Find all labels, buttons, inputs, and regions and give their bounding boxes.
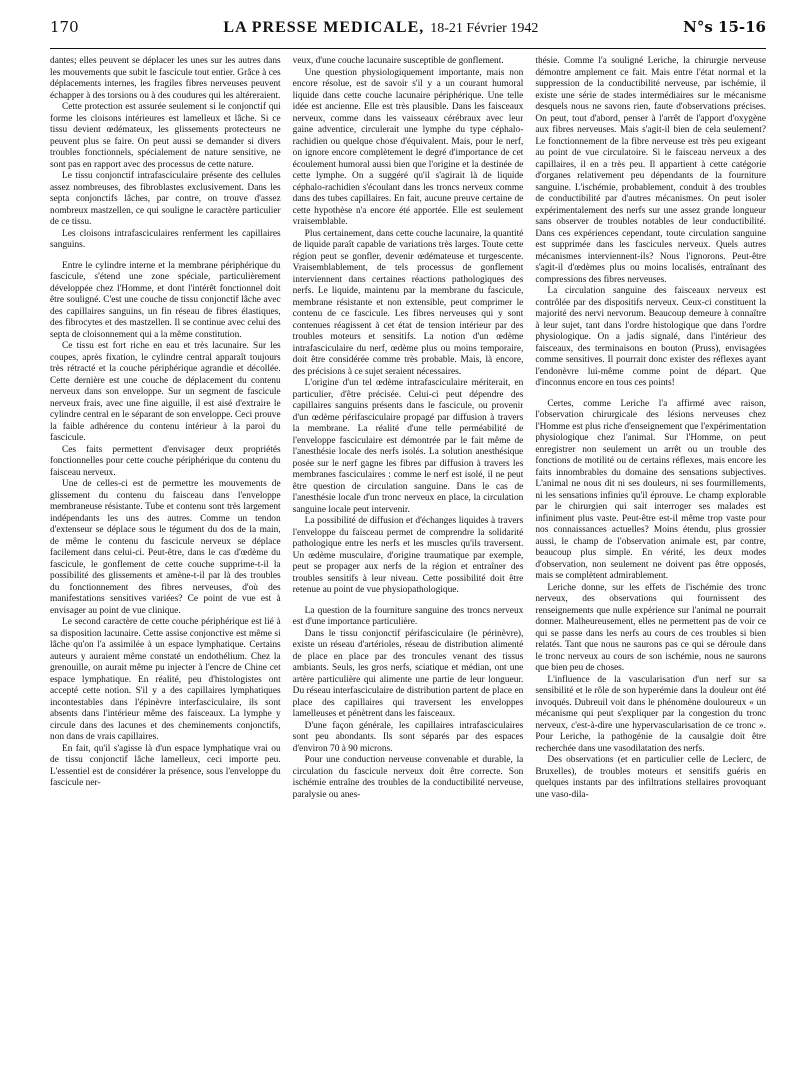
paragraph: Entre le cylindre interne et la membrane périphérique du fascicule, s'étend une zone spéciale, particulièrement développée chez l'Homme, et dont l'intérêt fonctionnel doit être souligné. C'est une couche de tissu conjonctif lâche avec des capillaires sanguins, un fin réseau de fibres élastiques, des fibrocytes et des mastzellen. Il se continue avec celui des septa de cloisonnement qui a la même constitution.: [50, 260, 281, 340]
issue-date: 18-21 Février 1942: [430, 21, 539, 36]
paragraph: veux, d'une couche lacunaire susceptible de gonflement.: [292, 56, 504, 66]
paragraph: thésie. Comme l'a souligné Leriche, la chirurgie nerveuse démontre amplement ce fait. Mais entre l'état normal et la suppression de la conductibilité nerveuse, par ischémie, il existe une série de stades intermédiaires sur le mécanisme desquels nous ne savons rien, faute d'observations précises. On peut, tout d'abord, penser à l'arrêt de l'apport d'oxygène aux fibres nerveuses. Mais s'agit-il bien de cela seulement? Le fonctionnement de la fibre nerveuse est très peu exigeant au point de vue circulatoire. Si le faisceau nerveux a des capillaires, il en a très peu. Il appartient à cette catégorie d'organes relativement peu dépendants de la fourniture sanguine. L'ischémie, probablement, conduit à des troubles de conductibilité par d'autres mécanismes. On peut isoler expérimentalement des nerfs sur une assez grande longueur sans observer de troubles notables de leur conductibilité. Dans ces expériences cependant, toute circulation sanguine est supprimée dans les fascicules nerveux. Quels autres mécanismes interviennent-ils? Nous l'ignorons. Peut-être s'agit-il d'œdèmes plus ou moins localisés, entraînant des compressions des fibres nerveuses.: [535, 56, 767, 285]
paragraph: Cette protection est assurée seulement si le conjonctif qui forme les cloisons intérieures est lamelleux et lâche. Si ce tissu devient œdémateux, les glissements protecteurs ne peuvent plus se faire. On peut aussi se demander si divers troubles fonctionnels, spécialement de nature sensitive, ne sont pas en rapport avec des processus de cette nature.: [50, 102, 281, 170]
paragraph: L'influence de la vascularisation d'un nerf sur sa sensibilité et le rôle de son hyperémie dans la douleur ont été invoqués. Dubreuil voit dans le phénomène douloureux « un mécanisme qui peut s'expliquer par la congestion du tronc nerveux, c'est-à-dire une hypervascularisation de ce tronc ». Pour Leriche, la pathogénie de la causalgie doit être recherchée dans une vasodilatation des nerfs.: [535, 674, 767, 754]
paragraph: Certes, comme Leriche l'a affirmé avec raison, l'observation chirurgicale des lésions nerveuses chez l'Homme est plus riche d'enseignement que l'expérimentation physiologique chez l'animal. Sur l'Homme, on peut enregistrer non seulement un arrêt ou un trouble des fonctions de motilité ou de certains réflexes, mais encore les faits innombrables du domaine des sensations subjectives. L'animal ne nous dit ni ses douleurs, ni ses fourmillements, ni les sensations infinies qu'il éprouve. Le champ explorable par le chirurgien qui sait interroger ses malades est infiniment plus vaste. Peut-être est-il même trop vaste pour nos connaissances actuelles? Moins étendu, plus grossier aussi, le champ de l'observation animale est, par contre, beaucoup plus simple. En vérité, les deux modes d'observation, non seulement ne doivent pas être opposés, mais se complètent admirablement.: [535, 398, 767, 581]
paragraph: Des observations (et en particulier celle de Leclerc, de Bruxelles), de troubles moteurs et sensitifs guéris en quelques instants par des infiltrations stellaires provoquant une vaso-dila-: [535, 755, 767, 800]
paragraph: Dans le tissu conjonctif périfasciculaire (le périnèvre), existe un réseau d'artérioles, réseau de distribution alimenté de place en place par des troncules venant des tissus ambiants. Seuls, les gros nerfs, sciatique et médian, ont une artère particulière qui alimente une partie de leur longueur. Du réseau interfasciculaire de distribution partent de place en place des capillaires qui traversent les enveloppes lamelleuses et pénètrent dans les faisceaux.: [292, 628, 524, 719]
journal-name: LA PRESSE MEDICALE,: [223, 19, 425, 36]
paragraph: dantes; elles peuvent se déplacer les unes sur les autres dans les mouvements que subit le fascicule tout entier. Grâce à ces déplacements internes, les fragiles fibres nerveuses peuvent échapper à des torsions ou à des coudures qui les altéreraient.: [50, 56, 281, 101]
paragraph: Le tissu conjonctif intrafasciculaire présente des cellules assez nombreuses, des fibroblastes exclusivement. Dans les septa conjonctifs lâches, par contre, on trouve d'assez nombreux mastzellen, ce qui souligne le caractère particulier de ce tissu.: [50, 171, 281, 227]
page-number: 170: [50, 18, 79, 36]
paragraph: Ce tissu est fort riche en eau et très lacunaire. Sur les coupes, après fixation, le cylindre central apparaît toujours très rétracté et la couche périphérique agrandie et décollée. Cette dernière est une couche de déplacement du contenu nerveux dans son enveloppe. Sur un segment de fascicule nerveux frais, avec une fine aiguille, il est aisé d'extraire le cylindre central en le séparant de son enveloppe. Ceci prouve la faible adhérence du contenu intérieur à la paroi du fascicule.: [50, 341, 281, 443]
paragraph: Plus certainement, dans cette couche lacunaire, la quantité de liquide paraît capable de variations très larges. Toute cette région peut se gonfler, devenir œdémateuse et turgescente. Vraisemblablement, de tels processus de gonflement interviennent dans certaines réactions pathologiques des nerfs. Le liquide, maintenu par la membrane du fascicule, membrane résistante et non extensible, peut comprimer le contenu de ce fascicule. Les fibres nerveuses qui y sont contenues réagissent à cet état de tension intérieur par des troubles moteurs et sensitifs. La notion d'un œdème intrafasciculaire du nerf, œdème plus ou moins temporaire, doit être considérée comme très probable. Mais, là encore, des précisions à ce sujet seraient nécessaires.: [292, 228, 524, 377]
paragraph: D'une façon générale, les capillaires intrafasciculaires sont peu abondants. Ils sont séparés par des espaces d'environ 70 à 90 microns.: [292, 720, 524, 754]
paragraph: L'origine d'un tel œdème intrafasciculaire mériterait, en particulier, d'être précisée. Celui-ci peut dépendre des capillaires sanguins présents dans le fascicule, ou provenir d'un œdème périfasciculaire propagé par diffusion à travers la membrane. La réalité d'une telle perméabilité de l'enveloppe fasciculaire est démontrée par le fait même de l'anesthésie locale des nerfs isolés. La solution anesthésique posée sur le nerf gagne les fibres par diffusion à travers les membranes fasciculaires : comme le nerf est isolé, il ne peut être question de circulation sanguine. Dans le cas de l'anesthésie locale d'un tronc nerveux en place, la circulation sanguine locale peut intervenir.: [292, 378, 524, 515]
paragraph: Le second caractère de cette couche périphérique est lié à sa disposition lacunaire. Cette assise conjonctive est même si lâche qu'on l'a assimilée à un espace lymphatique. Certains auteurs y auraient même constaté un endothélium. Chez la grenouille, on aurait même pu injecter à l'encre de Chine cet espace lymphatique. En réalité, peu d'histologistes ont accepté cette notion. S'il y a des capillaires lymphatiques incontestables dans l'épinèvre interfasciculaire, ils sont absents dans l'intérieur même des faisceaux. La lymphe y circule dans des lacunes et des cheminements conjonctifs, non dans de vrais capillaires.: [50, 617, 281, 742]
paragraph: La circulation sanguine des faisceaux nerveux est contrôlée par des dispositifs nerveux. Ceux-ci constituent la majorité des nervi nervorum. Beaucoup demeure à connaître à leur sujet, tant dans l'ordre histologique que dans l'ordre physiologique. On a jadis signalé, dans l'intérieur des faisceaux, des terminaisons en bouton (Pruss), envisagées comme sensitives. Il pourrait donc exister des réflexes ayant l'endonèvre lui-même comme point de départ. Que d'inconnus encore en tous ces points!: [535, 286, 767, 388]
paragraph: Les cloisons intrafasciculaires renferment les capillaires sanguins.: [50, 228, 281, 250]
paragraph: Ces faits permettent d'envisager deux propriétés fonctionnelles pour cette couche périphérique du contenu du faisceau nerveux.: [50, 444, 281, 478]
column-1: [50, 56, 281, 1076]
paragraph: Une question physiologiquement importante, mais non encore résolue, est de savoir s'il y a un courant humoral liquide dans cette couche lacunaire périphérique. Une telle idée est ancienne. Elle est très plausible. Dans les faisceaux nerveux, comme dans les vaisseaux cérébraux avec leur gaine adventice, circulerait une lymphe du type céphalo-rachidien ou quelque chose d'équivalent. Mais, pour le nerf, on ignore encore complètement le degré d'importance de cet écoulement humoral aussi bien que l'origine et la destinée de cette lymphe. On a suggéré qu'il s'agirait là de liquide céphalo-rachidien s'écoulant dans les troncs nerveux comme dans des tubes capillaires. En fait, aucune preuve certaine de cette hypothèse n'a encore été apportée. Elle est seulement vraisemblable.: [292, 67, 524, 227]
column-2: [293, 56, 524, 1076]
paragraph: Leriche donne, sur les effets de l'ischémie des tronc nerveux, des observations qui fournissent des renseignements que nulle expérience sur l'animal ne pourrait donner. Malheureusement, elles ne permettent pas de voir ce qui se passe dans les nerfs au cours de ces troubles si bien relatés. Tant que nous ne saurons pas ce qui se déroule dans le tronc nerveux au cours de son ischémie, nous ne saurons que bien peu de choses.: [535, 582, 767, 673]
paragraph: Pour une conduction nerveuse convenable et durable, la circulation du fascicule nerveux doit être correcte. Son ischémie entraîne des troubles de la conductibilité nerveuse, paralysie ou anes-: [292, 755, 524, 800]
page-header: [50, 18, 766, 49]
column-3: [535, 56, 766, 1076]
paragraph: La possibilité de diffusion et d'échanges liquides à travers l'enveloppe du faisceau permet de comprendre la solidarité pathologique entre les nerfs et les muscles qu'ils traversent. Un œdème musculaire, d'origine traumatique par exemple, peut se propager aux nerfs de la région et entraîner des troubles sensitifs à leur niveau. Cette possibilité doit être retenue au point de vue physiopathologique.: [292, 516, 524, 595]
paragraph: La question de la fourniture sanguine des troncs nerveux est d'une importance particulière.: [292, 605, 524, 627]
paragraph: Une de celles-ci est de permettre les mouvements de glissement du contenu du faisceau dans l'enveloppe membraneuse résistante. Tube et contenu sont très largement indépendants les uns des autres. Comme un tendon d'extenseur se déplace sous le tégument du dos de la main, de même le contenu du fascicule nerveux se déplace facilement dans celui-ci. Peut-être, dans le cas d'œdème du fascicule, le gonflement de cette couche supprime-t-il la possibilité des glissements et amène-t-il par là des troubles du fonctionnement des fibres nerveuses, d'où des manifestations sensitives variées? Ce point de vue est à envisager au point de vue clinique.: [50, 479, 281, 616]
article-columns: [50, 56, 766, 1076]
journal-title: [223, 19, 538, 37]
issue-number: N°s 15-16: [683, 18, 766, 36]
paragraph: En fait, qu'il s'agisse là d'un espace lymphatique vrai ou de tissu conjonctif lâche lamelleux, ceci importe peu. L'essentiel est de considérer la présence, sous l'enveloppe du fascicule ner-: [50, 743, 281, 788]
